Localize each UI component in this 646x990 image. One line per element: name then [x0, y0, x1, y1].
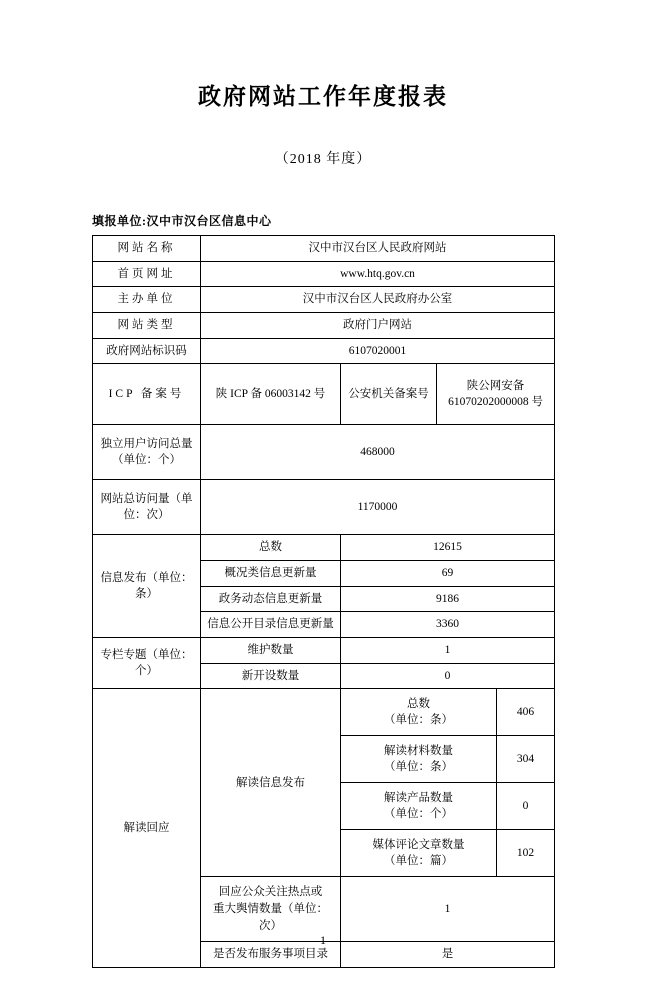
table-row — [93, 638, 555, 664]
interpretation-item-name-line1: 解读材料数量 — [384, 744, 453, 757]
service-directory-label: 是否发布服务事项目录 — [201, 942, 341, 968]
police-record-value: 陕公网安备 61070202000008 号 — [437, 364, 555, 425]
table-row — [93, 261, 555, 287]
table-row — [93, 313, 555, 339]
table-row — [93, 425, 555, 480]
table-row — [93, 287, 555, 313]
table-row — [93, 689, 555, 736]
interpretation-label: 解读回应 — [93, 689, 201, 968]
unique-visitors-label: 独立用户访问总量（单位：个） — [93, 425, 201, 480]
site-id-value: 6107020001 — [201, 338, 555, 364]
interpretation-item-value: 0 — [497, 783, 555, 830]
interpretation-item-name-line2: （单位：条） — [384, 761, 453, 774]
host-unit-label: 主办单位 — [93, 287, 201, 313]
column-topic-label: 专栏专题（单位：个） — [93, 638, 201, 689]
home-url-label: 首页网址 — [93, 261, 201, 287]
service-directory-value: 是 — [341, 942, 555, 968]
interpretation-item-name-line1: 媒体评论文章数量 — [372, 838, 465, 851]
interpretation-item-name — [341, 736, 497, 783]
filler-unit-line: 填报单位:汉中市汉台区信息中心 — [92, 214, 272, 228]
hotspot-label-line3: 次） — [259, 919, 282, 932]
info-publish-label: 信息发布（单位：条） — [93, 535, 201, 638]
hotspot-label-line2: 重大舆情数量（单位： — [213, 903, 328, 916]
annual-report-table — [92, 235, 555, 968]
site-id-label: 政府网站标识码 — [93, 338, 201, 364]
table-row — [93, 236, 555, 262]
info-publish-item-value: 69 — [341, 561, 555, 587]
info-publish-item-name: 概况类信息更新量 — [201, 561, 341, 587]
home-url-value: www.htq.gov.cn — [201, 261, 555, 287]
info-publish-item-value: 3360 — [341, 612, 555, 638]
hotspot-response-value: 1 — [341, 877, 555, 942]
interpretation-item-name-line1: 总数 — [407, 697, 430, 710]
total-visits-value: 1170000 — [201, 480, 555, 535]
table-row — [93, 364, 555, 425]
info-publish-item-name: 总数 — [201, 535, 341, 561]
host-unit-value: 汉中市汉台区人民政府办公室 — [201, 287, 555, 313]
table-row — [93, 338, 555, 364]
interpretation-item-name-line1: 解读产品数量 — [384, 791, 453, 804]
page-number: 1 — [320, 933, 326, 947]
interpretation-item-name-line2: （单位：篇） — [384, 855, 453, 868]
interpretation-item-name-line2: （单位：条） — [384, 714, 453, 727]
document-page — [0, 78, 646, 990]
column-topic-item-value: 0 — [341, 663, 555, 689]
interpretation-item-value: 102 — [497, 830, 555, 877]
site-type-label: 网站类型 — [93, 313, 201, 339]
table-row — [93, 480, 555, 535]
interpretation-item-value: 406 — [497, 689, 555, 736]
interpretation-item-value: 304 — [497, 736, 555, 783]
interpretation-item-name — [341, 830, 497, 877]
info-publish-item-value: 12615 — [341, 535, 555, 561]
icp-value: 陕 ICP 备 06003142 号 — [201, 364, 341, 425]
unique-visitors-value: 468000 — [201, 425, 555, 480]
total-visits-label: 网站总访问量（单位：次） — [93, 480, 201, 535]
interpretation-item-name — [341, 689, 497, 736]
interpretation-item-name-line2: （单位：个） — [384, 808, 453, 821]
column-topic-item-value: 1 — [341, 638, 555, 664]
hotspot-label-line1: 回应公众关注热点或 — [218, 886, 323, 899]
column-topic-item-name: 维护数量 — [201, 638, 341, 664]
info-publish-item-name: 政务动态信息更新量 — [201, 586, 341, 612]
site-name-value: 汉中市汉台区人民政府网站 — [201, 236, 555, 262]
interpretation-publish-label: 解读信息发布 — [201, 689, 341, 877]
site-name-label: 网站名称 — [93, 236, 201, 262]
info-publish-item-value: 9186 — [341, 586, 555, 612]
info-publish-item-name: 信息公开目录信息更新量 — [201, 612, 341, 638]
interpretation-item-name — [341, 783, 497, 830]
icp-label: ICP 备案号 — [93, 364, 201, 425]
page-subtitle: （2018 年度） — [274, 152, 372, 167]
column-topic-item-name: 新开设数量 — [201, 663, 341, 689]
table-row — [93, 535, 555, 561]
site-type-value: 政府门户网站 — [201, 313, 555, 339]
page-title: 政府网站工作年度报表 — [198, 84, 448, 109]
police-record-label: 公安机关备案号 — [341, 364, 437, 425]
